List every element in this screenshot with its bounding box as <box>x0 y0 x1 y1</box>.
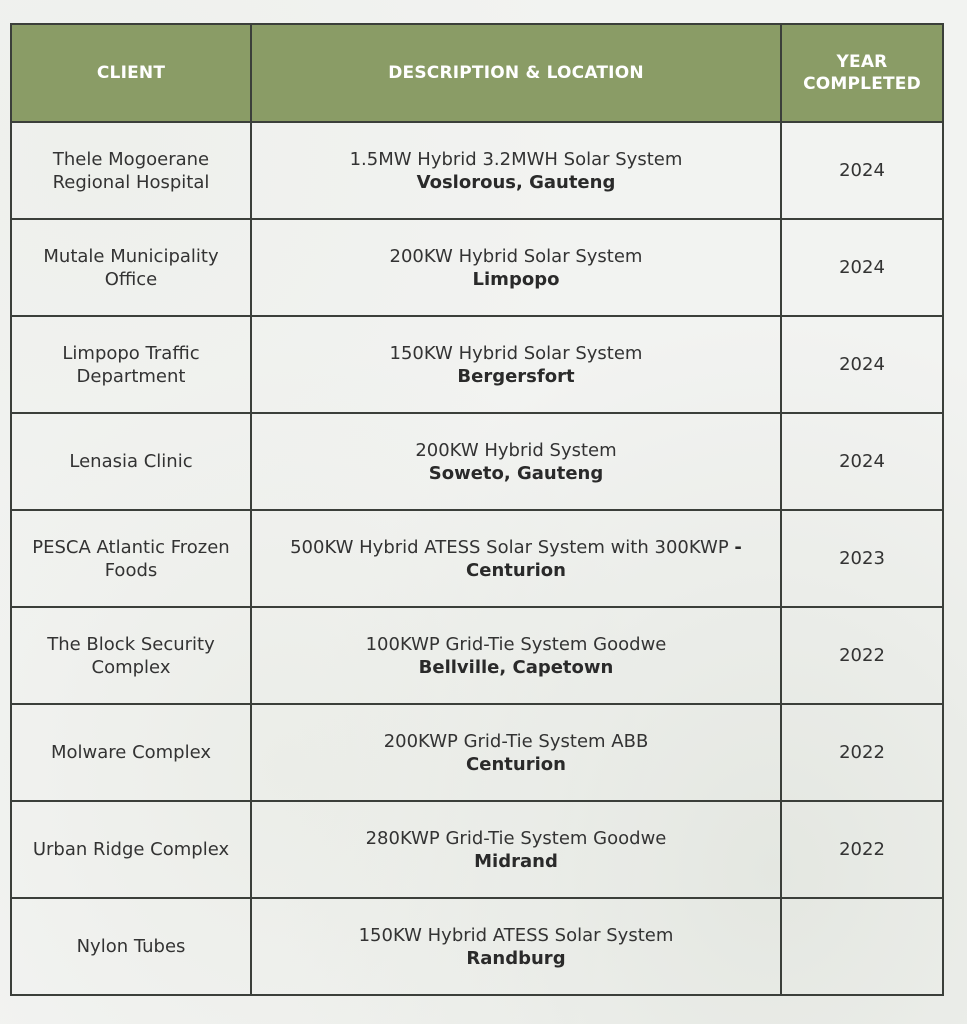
cell-description: 150KW Hybrid ATESS Solar System <box>358 924 674 946</box>
cell-year: 2023 <box>781 510 943 607</box>
cell-year <box>781 898 943 995</box>
cell-client: Molware Complex <box>11 704 251 801</box>
header-year-line1: YEAR <box>836 52 888 72</box>
cell-location: Limpopo <box>472 268 560 290</box>
cell-client: Urban Ridge Complex <box>11 801 251 898</box>
cell-location: Bellville, Capetown <box>418 656 614 678</box>
table-row <box>11 219 943 316</box>
header-year-line2: COMPLETED <box>803 74 921 94</box>
cell-description-location <box>251 316 781 413</box>
cell-year: 2024 <box>781 413 943 510</box>
cell-description: 100KWP Grid-Tie System Goodwe <box>365 633 667 655</box>
table-row <box>11 704 943 801</box>
cell-location: Midrand <box>474 850 558 872</box>
cell-location: Randburg <box>466 947 566 969</box>
cell-year: 2024 <box>781 122 943 219</box>
cell-year: 2022 <box>781 801 943 898</box>
table-body <box>11 122 943 995</box>
projects-table-container <box>10 23 942 996</box>
cell-description: 280KWP Grid-Tie System Goodwe <box>365 827 667 849</box>
table-header-row <box>11 24 943 122</box>
projects-table <box>10 23 944 996</box>
cell-year: 2024 <box>781 316 943 413</box>
cell-description: 200KW Hybrid System <box>415 439 617 461</box>
table-row <box>11 316 943 413</box>
cell-client: Nylon Tubes <box>11 898 251 995</box>
cell-description-location <box>251 801 781 898</box>
cell-client: The Block Security Complex <box>11 607 251 704</box>
cell-description-location <box>251 898 781 995</box>
cell-location: Bergersfort <box>457 365 575 387</box>
cell-client: Limpopo Traffic Department <box>11 316 251 413</box>
table-row <box>11 122 943 219</box>
cell-description-location <box>251 607 781 704</box>
cell-description: 150KW Hybrid Solar System <box>389 342 643 364</box>
cell-client: Thele Mogoerane Regional Hospital <box>11 122 251 219</box>
cell-year: 2022 <box>781 704 943 801</box>
header-year-completed <box>781 24 943 122</box>
cell-year: 2022 <box>781 607 943 704</box>
cell-description-location <box>251 122 781 219</box>
cell-description-location <box>251 704 781 801</box>
cell-client: Mutale Municipality Office <box>11 219 251 316</box>
cell-location: Voslorous, Gauteng <box>416 171 616 193</box>
cell-client: PESCA Atlantic Frozen Foods <box>11 510 251 607</box>
header-client: CLIENT <box>11 24 251 122</box>
cell-description: 200KWP Grid-Tie System ABB <box>383 730 649 752</box>
cell-description: 500KW Hybrid ATESS Solar System with 300KWP <box>290 536 729 558</box>
cell-client: Lenasia Clinic <box>11 413 251 510</box>
cell-description-location <box>251 510 781 607</box>
cell-location: - Centurion <box>466 536 742 581</box>
table-row <box>11 898 943 995</box>
cell-description: 1.5MW Hybrid 3.2MWH Solar System <box>349 148 683 170</box>
cell-description: 200KW Hybrid Solar System <box>389 245 643 267</box>
header-description-location: DESCRIPTION & LOCATION <box>251 24 781 122</box>
cell-location: Soweto, Gauteng <box>428 462 604 484</box>
table-row <box>11 801 943 898</box>
cell-description-location <box>251 413 781 510</box>
table-row <box>11 607 943 704</box>
cell-description-location <box>251 219 781 316</box>
cell-year: 2024 <box>781 219 943 316</box>
table-row <box>11 510 943 607</box>
cell-location: Centurion <box>466 753 566 775</box>
table-row <box>11 413 943 510</box>
